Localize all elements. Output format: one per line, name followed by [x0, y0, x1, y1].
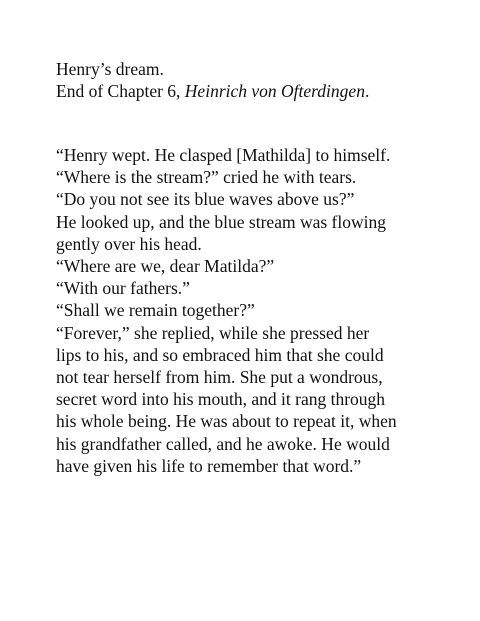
passage-line: secret word into his mouth, and it rang through [56, 389, 386, 410]
source-prefix: End of Chapter 6, [56, 81, 185, 101]
passage-line: He looked up, and the blue stream was flowing [56, 211, 386, 232]
passage-line: “Where are we, dear Matilda?” [56, 256, 275, 277]
passage-line: “Forever,” she replied, while she pressed her [56, 322, 370, 343]
passage-line: “Where is the stream?” cried he with tears. [56, 167, 357, 188]
source-suffix: . [364, 81, 370, 101]
passage-line: lips to his, and so embraced him that she could [56, 344, 384, 365]
passage-line: his whole being. He was about to repeat it, when [56, 411, 397, 432]
passage-line: have given his life to remember that word.” [56, 455, 362, 476]
document-heading [56, 58, 369, 102]
passage-line: “Shall we remain together?” [56, 300, 255, 321]
passage-line: “Henry wept. He clasped [Mathilda] to himself. [56, 145, 391, 165]
quoted-passage [56, 144, 397, 477]
passage-line: “With our fathers.” [56, 278, 190, 299]
passage-line: his grandfather called, and he awoke. He would [56, 433, 390, 454]
passage-line: “Do you not see its blue waves above us?” [56, 189, 355, 210]
heading-title: Henry’s dream. [56, 59, 164, 79]
passage-line: gently over his head. [56, 233, 202, 254]
passage-line: not tear herself from him. She put a wondrous, [56, 367, 383, 388]
book-title: Heinrich von Ofterdingen [184, 81, 365, 101]
heading-source [56, 80, 369, 102]
